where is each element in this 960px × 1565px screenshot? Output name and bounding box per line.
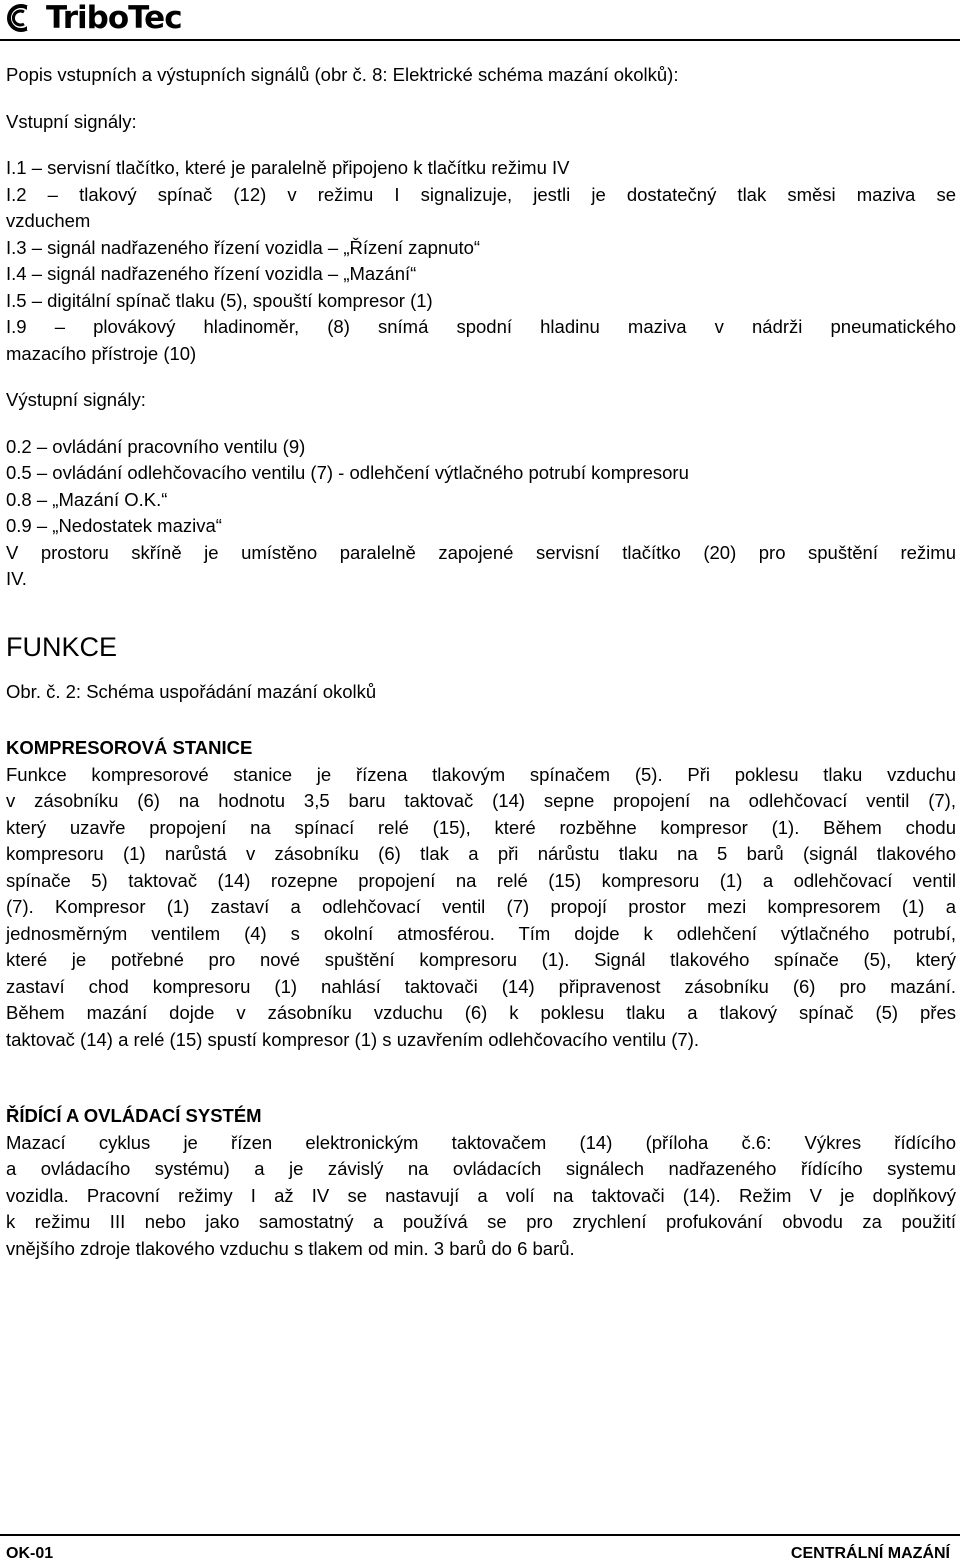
document-section: CENTRÁLNÍ MAZÁNÍ: [790, 1545, 950, 1562]
input-signal-line: I.9 – plovákový hladinoměr, (8) snímá spodní hladinu maziva v nádrži pneumatického: [6, 316, 956, 337]
page-footer: [0, 1512, 960, 1565]
tribotec-logo-icon: [6, 2, 50, 34]
page-header: [0, 0, 960, 40]
service-button-note: IV.: [6, 568, 27, 589]
paragraph-line: v zásobníku (6) na hodnotu 3,5 baru taktovač (14) sepne propojení na odlehčovací ventil (7),: [6, 790, 956, 811]
paragraph-line: Během mazání dojde v zásobníku vzduchu (6) k poklesu tlaku a tlakový spínač (5) přes: [6, 1002, 956, 1023]
paragraph-line: který uzavře propojení na spínací relé (15), které rozběhne kompresor (1). Během chodu: [6, 816, 956, 838]
paragraph-line: vozidla. Pracovní režimy I až IV se nastavují a volí na taktovači (14). Režim V je doplňkový: [6, 1184, 956, 1206]
output-signal-line: 0.8 – „Mazání O.K.“: [6, 488, 168, 510]
output-signal-line: 0.2 – ovládání pracovního ventilu (9): [6, 435, 306, 457]
company-logo: [6, 0, 182, 36]
output-signal-line: 0.5 – ovládání odlehčovacího ventilu (7) - odlehčení výtlačného potrubí kompresoru: [6, 462, 689, 483]
paragraph-line: kompresoru (1) narůstá v zásobníku (6) tlak a při nárůstu tlaku na 5 barů (signál tlakového: [6, 843, 956, 864]
header-divider: [0, 39, 960, 41]
outputs-heading: Výstupní signály:: [6, 389, 146, 410]
paragraph-line: které je potřebné pro nové spuštění kompresoru (1). Signál tlakového spínače (5), který: [6, 949, 956, 970]
service-button-note: V prostoru skříně je umístěno paralelně zapojené servisní tlačítko (20) pro spuštění režimu: [6, 541, 956, 563]
paragraph-line: Mazací cyklus je řízen elektronickým taktovačem (14) (příloha č.6: Výkres řídícího: [6, 1131, 956, 1153]
paragraph-line: taktovač (14) a relé (15) spustí kompresor (1) s uzavřením odlehčovacího ventilu (7).: [6, 1028, 700, 1050]
paragraph-line: (7). Kompresor (1) zastaví a odlehčovací ventil (7) propojí prostor mezi kompresorem (1) a: [6, 896, 956, 917]
input-signal-line: mazacího přístroje (10): [6, 342, 197, 364]
figure-reference: Obr. č. 2: Schéma uspořádání mazání okolků: [6, 680, 377, 702]
funkce-heading: FUNKCE: [6, 631, 118, 662]
paragraph-line: Funkce kompresorové stanice je řízena tlakovým spínačem (5). Při poklesu tlaku vzduchu: [6, 763, 956, 785]
paragraph-line: vnějšího zdroje tlakového vzduchu s tlakem od min. 3 barů do 6 barů.: [6, 1237, 575, 1259]
input-signal-line: I.1 – servisní tlačítko, které je paralelně připojeno k tlačítku režimu IV: [6, 157, 570, 178]
input-signal-line: vzduchem: [6, 210, 91, 231]
control-system-heading: ŘÍDÍCÍ A OVLÁDACÍ SYSTÉM: [6, 1105, 262, 1126]
document-code: OK-01: [6, 1545, 54, 1562]
paragraph-line: spínače 5) taktovač (14) rozepne propojení na relé (15) kompresoru (1) a odlehčovací ventil: [6, 869, 956, 891]
inputs-heading: Vstupní signály:: [6, 110, 137, 132]
footer-divider: [0, 1534, 960, 1536]
input-signal-line: I.5 – digitální spínač tlaku (5), spouští kompresor (1): [6, 289, 433, 311]
compressor-station-heading: KOMPRESOROVÁ STANICE: [6, 737, 253, 758]
input-signal-line: I.2 – tlakový spínač (12) v režimu I signalizuje, jestli je dostatečný tlak směsi maziva se: [6, 183, 956, 205]
input-signal-line: I.3 – signál nadřazeného řízení vozidla – „Řízení zapnuto“: [6, 236, 481, 258]
paragraph-line: a ovládacího systému) a je závislý na ovládacích signálech nadřazeného řídícího systemu: [6, 1158, 956, 1179]
output-signal-line: 0.9 – „Nedostatek maziva“: [6, 515, 222, 536]
input-signal-line: I.4 – signál nadřazeného řízení vozidla – „Mazání“: [6, 263, 417, 284]
signals-title: Popis vstupních a výstupních signálů (obr č. 8: Elektrické schéma mazání okolků):: [6, 64, 679, 85]
paragraph-line: k režimu III nebo jako samostatný a používá se pro zrychlení profukování obvodu za použití: [6, 1211, 956, 1232]
paragraph-line: zastaví chod kompresoru (1) nahlásí taktovači (14) připravenost zásobníku (6) pro mazání.: [6, 975, 956, 997]
logo-text: TriboTec: [46, 0, 182, 36]
document-body: [6, 62, 956, 1262]
paragraph-line: jednosměrným ventilem (4) s okolní atmosférou. Tím dojde k odlehčení výtlačného potrubí,: [6, 922, 956, 944]
